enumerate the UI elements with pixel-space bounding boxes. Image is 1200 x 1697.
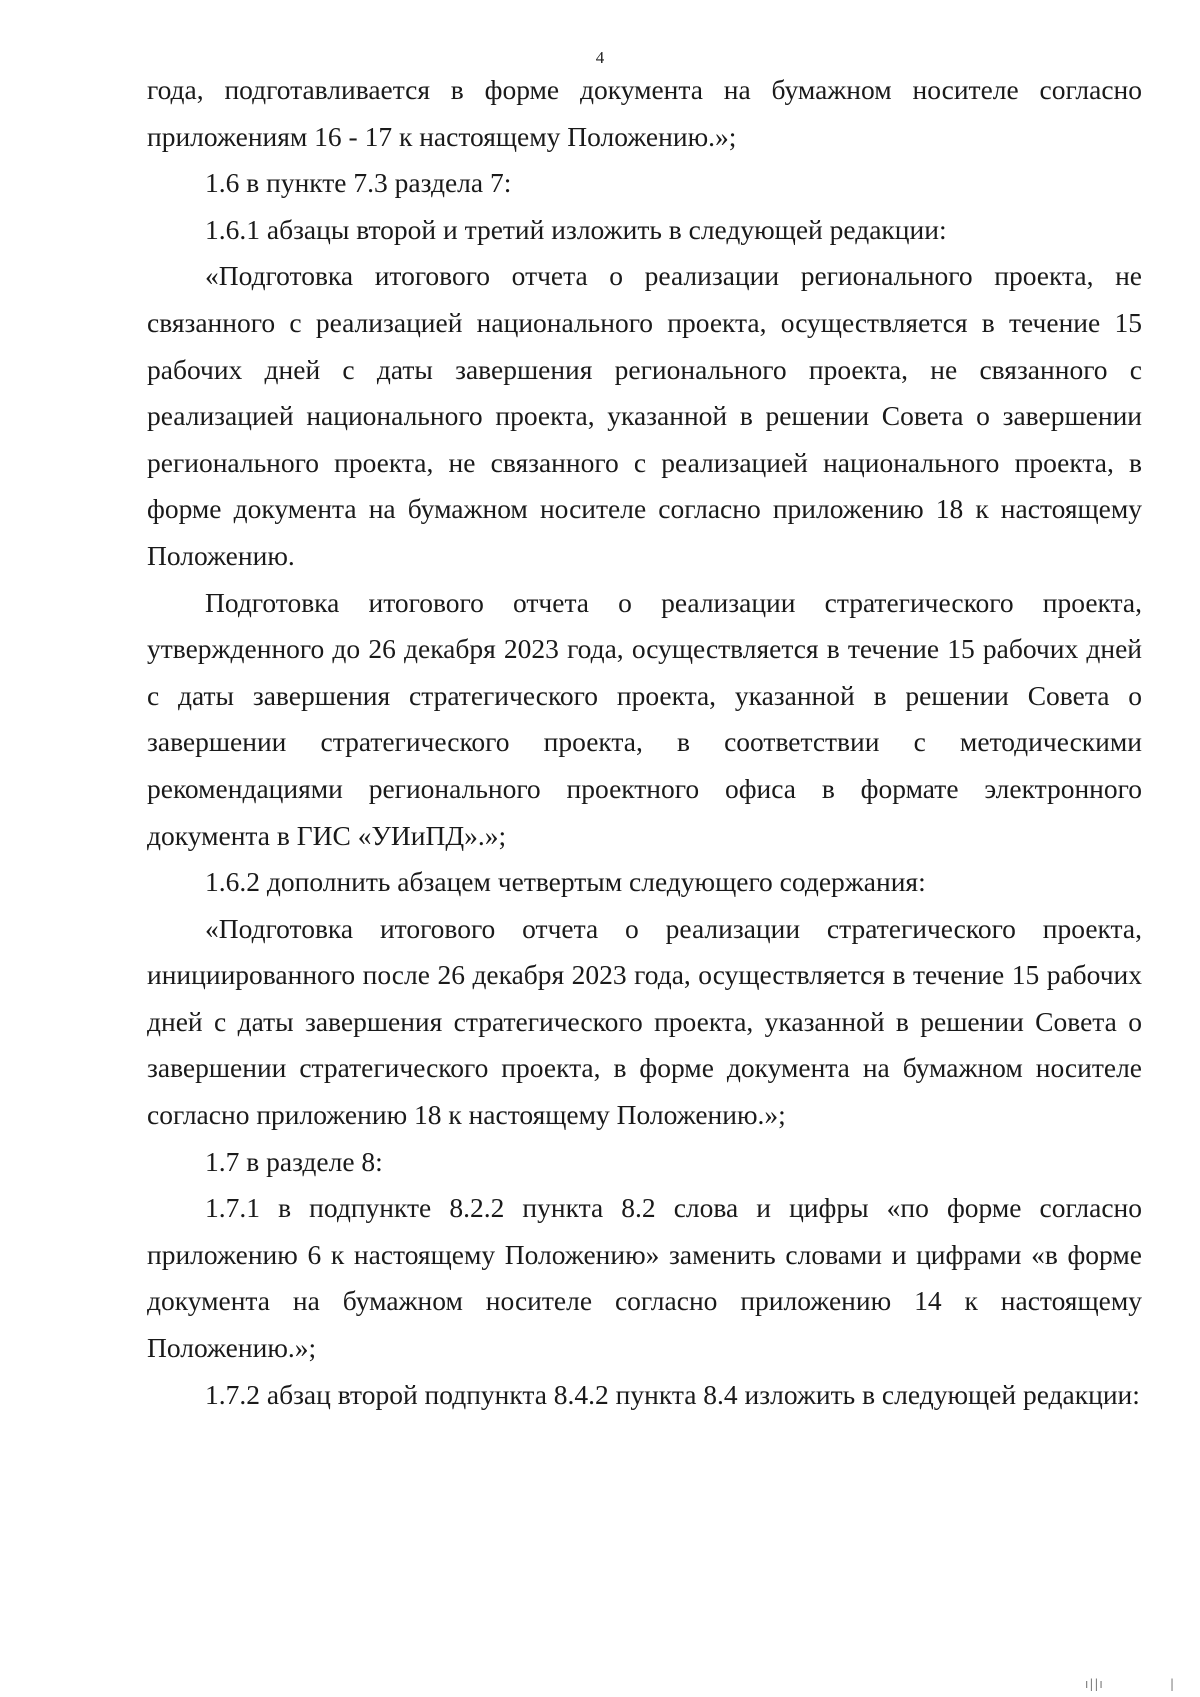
- document-body: [147, 67, 1142, 1418]
- paragraph-1-6: 1.6 в пункте 7.3 раздела 7:: [205, 167, 512, 199]
- paragraph-1-7: 1.7 в разделе 8:: [205, 1145, 383, 1177]
- scan-artifact: |: [1170, 1677, 1176, 1691]
- paragraph-1-7-1: 1.7.1 в подпункте 8.2.2 пункта 8.2 слова и цифры «по форме согласно приложению 6 к настоящему Положению» заменить словами и цифрами «в форме документа на бумажном носителе согласно приложению 14 к настоящему Положению.»;: [147, 1192, 1142, 1364]
- paragraph-strategic-project-report-after: «Подготовка итогового отчета о реализации стратегического проекта, инициированного после 26 декабря 2023 года, осуществляется в течение 15 рабочих дней с даты завершения стратегического проекта, указанной в решении Совета о завершении стратегического проекта, в форме документа на бумажном носителе согласно приложению 18 к настоящему Положению.»;: [147, 912, 1142, 1131]
- page-number: 4: [595, 48, 605, 67]
- paragraph-1-6-1: 1.6.1 абзацы второй и третий изложить в следующей редакции:: [205, 213, 947, 245]
- paragraph-regional-project-report: «Подготовка итогового отчета о реализации регионального проекта, не связанного с реализацией национального проекта, осуществляется в течение 15 рабочих дней с даты завершения регионального проекта, не связанного с реализацией национального проекта, указанной в решении Совета о завершении регионального проекта, не связанного с реализацией национального проекта, в форме документа на бумажном носителе согласно приложению 18 к настоящему Положению.: [147, 260, 1142, 571]
- paragraph-1-6-2: 1.6.2 дополнить абзацем четвертым следующего содержания:: [205, 866, 926, 898]
- paragraph-strategic-project-report-before: Подготовка итогового отчета о реализации стратегического проекта, утвержденного до 26 декабря 2023 года, осуществляется в течение 15 рабочих дней с даты завершения стратегического проекта, указанной в решении Совета о завершении стратегического проекта, в соответствии с методическими рекомендациями регионального проектного офиса в формате электронного документа в ГИС «УИиПД».»;: [147, 586, 1142, 851]
- paragraph-continuation: года, подготавливается в форме документа на бумажном носителе согласно приложениям 16 - 17 к настоящему Положению.»;: [147, 74, 1142, 152]
- scan-artifact: ı||ı: [1085, 1677, 1104, 1691]
- paragraph-1-7-2: 1.7.2 абзац второй подпункта 8.4.2 пункта 8.4 изложить в следующей редакции:: [205, 1378, 1140, 1410]
